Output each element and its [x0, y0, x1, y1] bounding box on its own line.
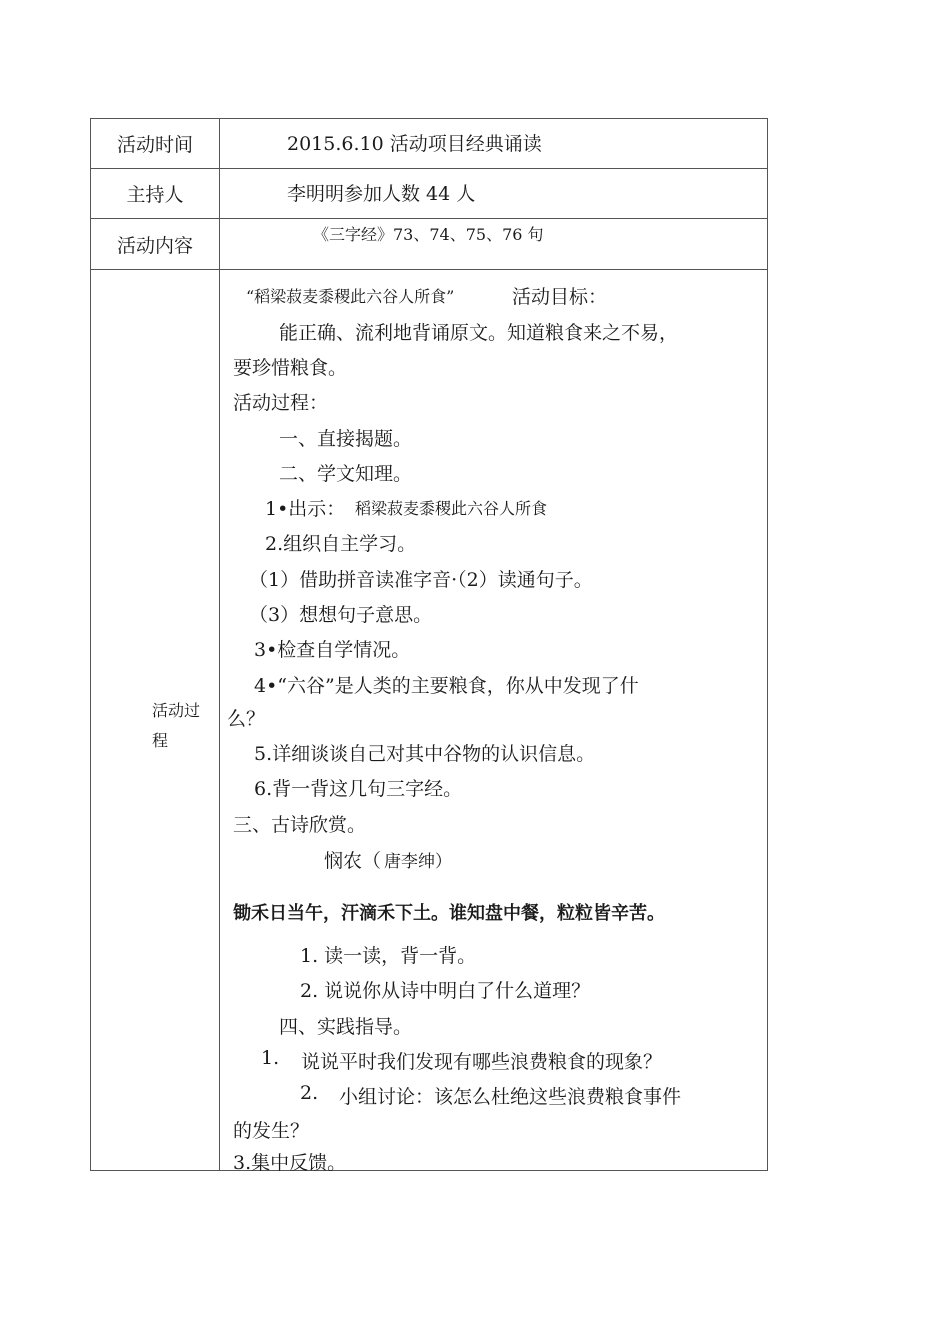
step-one: 一、直接揭题。	[279, 428, 413, 450]
practice-1-number: 1.	[261, 1047, 280, 1069]
goal-label: 活动目标：	[512, 286, 608, 308]
step-three: 三、古诗欣赏。	[233, 814, 367, 836]
poem-question-1: 1. 读一读，背一背。	[300, 945, 477, 967]
item-2: 2.组织自主学习。	[265, 533, 417, 555]
item-4-line-2: 么？	[227, 708, 266, 730]
activity-process-content	[219, 269, 768, 1174]
poem-text: 锄禾日当午，汗滴禾下土。谁知盘中餐，粒粒皆辛苦。	[233, 903, 665, 924]
label-activity-process-cell	[90, 269, 220, 1171]
label-activity-process-line1: 活动过	[152, 701, 201, 720]
practice-2-text-line-2: 的发生？	[233, 1120, 310, 1142]
item-4-line-1: 4•“六谷”是人类的主要粮食，你从中发现了什	[254, 675, 639, 697]
process-title: 活动过程：	[233, 392, 329, 414]
goal-line-1: 能正确、流利地背诵原文。知道粮食来之不易，	[279, 322, 679, 344]
item-2b: （3）想想句子意思。	[249, 604, 433, 626]
item-2a: （1）借助拼音读准字音·（2）读通句子。	[249, 569, 593, 591]
label-activity-content: 活动内容	[90, 218, 220, 270]
activity-content-text: 《三字经》73、74、75、76 句	[313, 225, 544, 244]
practice-2-number: 2.	[300, 1082, 319, 1104]
practice-3: 3.集中反馈。	[233, 1152, 347, 1174]
label-activity-time: 活动时间	[90, 118, 220, 169]
activity-time-text: 2015.6.10 活动项目经典诵读	[287, 133, 542, 155]
value-activity-time	[219, 118, 768, 169]
host-text: 李明明参加人数 44 人	[287, 183, 476, 205]
poem-question-2: 2. 说说你从诗中明白了什么道理？	[300, 980, 591, 1002]
goal-line-2: 要珍惜粮食。	[233, 357, 348, 379]
item-1-text: 稻梁菽麦黍稷此六谷人所食	[355, 499, 548, 518]
value-activity-content	[219, 218, 768, 270]
poem-author: 唐李绅）	[384, 852, 452, 872]
item-3: 3•检查自学情况。	[254, 639, 411, 661]
practice-2-text-line-1: 小组讨论：该怎么杜绝这些浪费粮食事件	[339, 1086, 682, 1108]
activity-record-table	[90, 118, 768, 1174]
label-host: 主持人	[90, 168, 220, 219]
step-two: 二、学文知理。	[279, 463, 413, 485]
practice-1-text: 说说平时我们发现有哪些浪费粮食的现象？	[301, 1051, 663, 1073]
step-four: 四、实践指导。	[279, 1016, 413, 1038]
classic-quote: “稻梁菽麦黍稷此六谷人所食”	[246, 287, 455, 306]
item-6: 6.背一背这几句三字经。	[254, 778, 463, 800]
label-activity-process-line2: 程	[152, 731, 169, 750]
poem-title: 悯农（	[324, 850, 382, 872]
item-5: 5.详细谈谈自己对其中谷物的认识信息。	[254, 743, 596, 765]
item-1-prefix: 1•出示：	[265, 498, 346, 520]
value-host	[219, 168, 768, 219]
